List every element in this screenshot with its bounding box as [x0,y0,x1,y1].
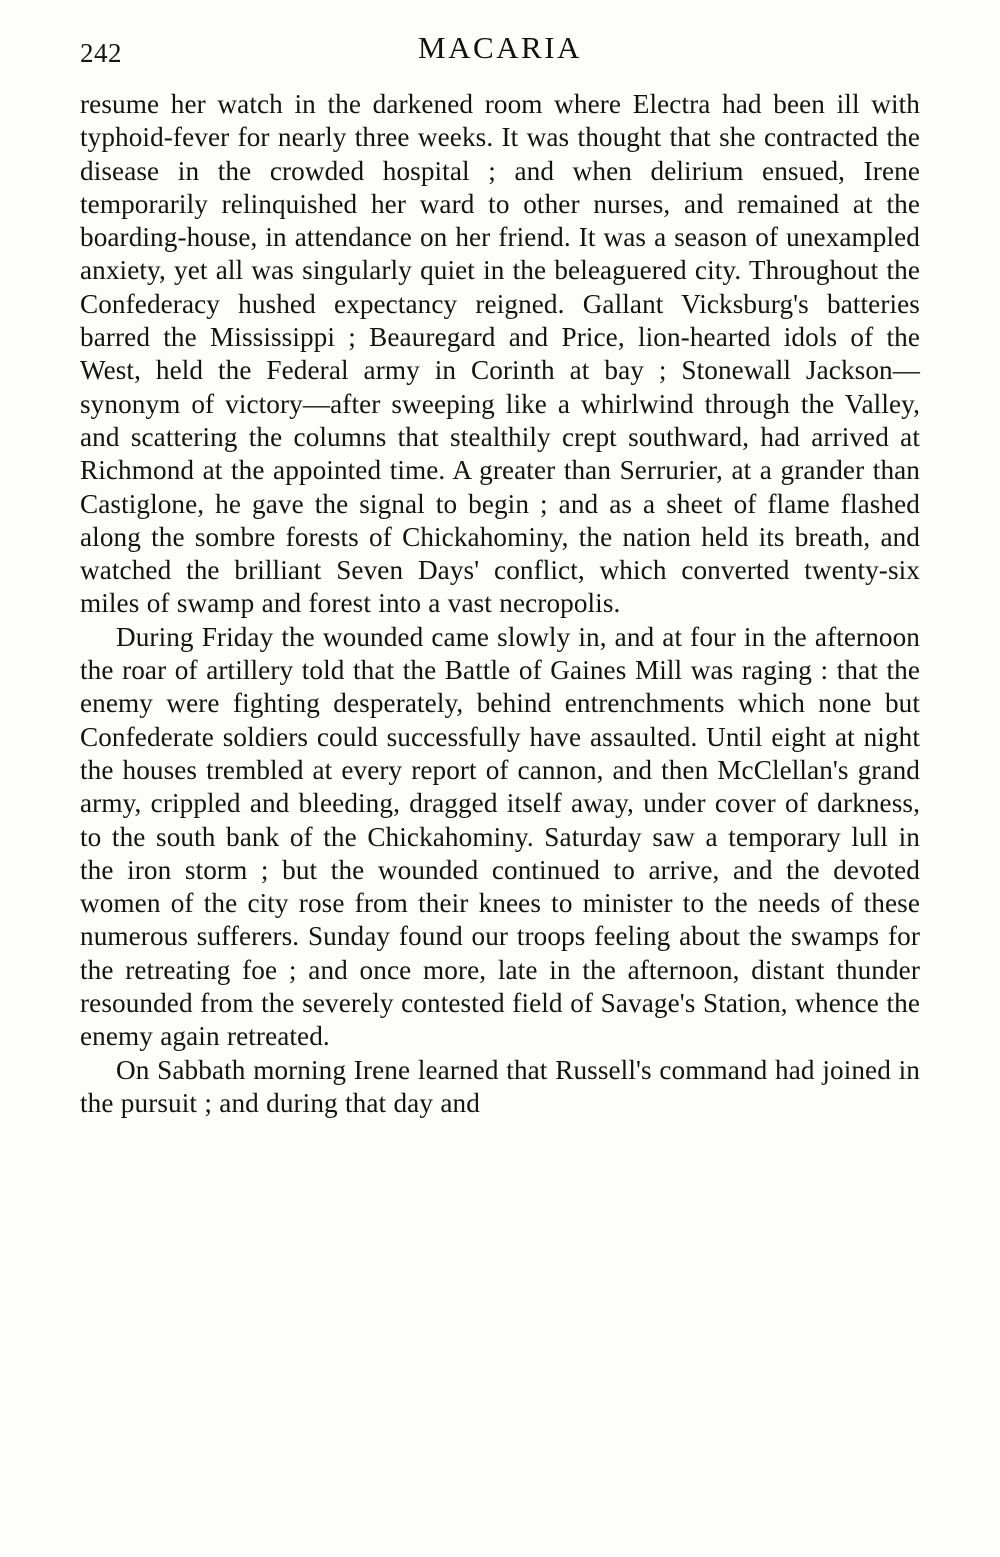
page-body [80,88,920,1120]
paragraph: resume her watch in the darkened room where Electra had been ill with typhoid-fever for nearly three weeks. It was thought that she contracted the disease in the crowded hospital ; and when delirium ensued, Irene temporarily relinquished her ward to other nurses, and remained at the boarding-house, in attendance on her friend. It was a season of unexampled anxiety, yet all was singularly quiet in the beleaguered city. Throughout the Confederacy hushed expectancy reigned. Gallant Vicksburg's batteries barred the Mississippi ; Beauregard and Price, lion-hearted idols of the West, held the Federal army in Corinth at bay ; Stonewall Jackson—synonym of victory—after sweeping like a whirlwind through the Valley, and scattering the columns that stealthily crept southward, had arrived at Richmond at the appointed time. A greater than Serrurier, at a grander than Castiglone, he gave the signal to begin ; and as a sheet of flame flashed along the sombre forests of Chickahominy, the nation held its breath, and watched the brilliant Seven Days' conflict, which converted twenty-six miles of swamp and forest into a vast necropolis. [80,89,920,619]
paragraph: During Friday the wounded came slowly in, and at four in the afternoon the roar of artillery told that the Battle of Gaines Mill was raging : that the enemy were fighting desperately, behind entrenchments which none but Confederate soldiers could successfully have assaulted. Until eight at night the houses trembled at every report of cannon, and then McClellan's grand army, crippled and bleeding, dragged itself away, under cover of darkness, to the south bank of the Chickahominy. Saturday saw a temporary lull in the iron storm ; but the wounded continued to arrive, and the devoted women of the city rose from their knees to minister to the needs of these numerous sufferers. Sunday found our troops feeling about the swamps for the retreating foe ; and once more, late in the afternoon, distant thunder resounded from the severely contested field of Savage's Station, whence the enemy again retreated. [80,621,920,1052]
page-number: 242 [80,38,122,68]
page-header [80,30,920,74]
running-title: MACARIA [418,30,582,65]
paragraph: On Sabbath morning Irene learned that Russell's command had joined in the pursuit ; and during that day and [80,1054,920,1118]
